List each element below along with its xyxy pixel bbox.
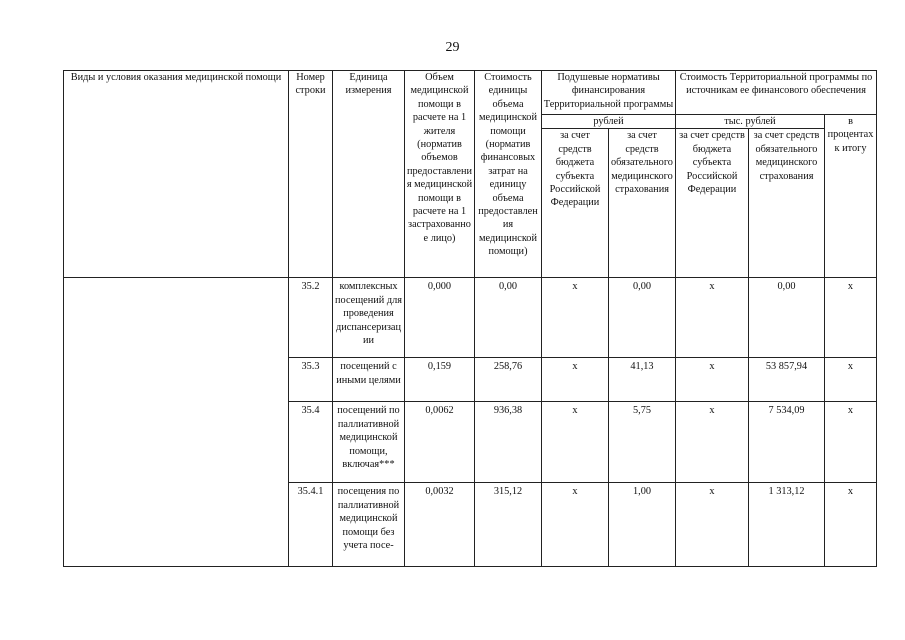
- cell-unit-cost: 0,00: [475, 278, 542, 358]
- cell-percent: х: [825, 483, 877, 567]
- page-number: 29: [445, 40, 460, 55]
- header-unit: Единица измерения: [333, 71, 405, 278]
- cell-percent: х: [825, 278, 877, 358]
- cell-percent: х: [825, 402, 877, 483]
- cell-cost-oms: 1 313,12: [749, 483, 825, 567]
- cell-unit-cost: 936,38: [475, 402, 542, 483]
- cell-norm-budget: х: [542, 278, 609, 358]
- cell-norm-budget: х: [542, 483, 609, 567]
- cell-row-number: 35.4.1: [289, 483, 333, 567]
- cell-unit: посещения по паллиативной медицинской помощи без учета посе-: [333, 483, 405, 567]
- cell-cost-oms: 0,00: [749, 278, 825, 358]
- table-row: [64, 278, 877, 358]
- cell-norm-oms: 5,75: [609, 402, 676, 483]
- cell-volume: 0,000: [405, 278, 475, 358]
- cell-norm-budget: х: [542, 402, 609, 483]
- header-kinds: Виды и условия оказания медицинской помощи: [64, 71, 289, 278]
- header-per-capita-norms: Подушевые нормативы финансирования Территориальной программы: [542, 71, 676, 115]
- cell-cost-oms: 7 534,09: [749, 402, 825, 483]
- header-unit-thousand-rubles: тыс. рублей: [676, 115, 825, 129]
- cell-row-number: 35.3: [289, 358, 333, 402]
- cell-unit: посещений по паллиативной медицинской помощи, включая***: [333, 402, 405, 483]
- header-cost-budget: за счет средств бюджета субъекта Российской Федерации: [676, 129, 749, 278]
- header-percent-of-total: в процентах к итогу: [825, 115, 877, 278]
- cell-row-number: 35.2: [289, 278, 333, 358]
- cell-cost-oms: 53 857,94: [749, 358, 825, 402]
- cell-norm-oms: 41,13: [609, 358, 676, 402]
- cell-unit: комплексных посещений для проведения диспансеризации: [333, 278, 405, 358]
- cell-unit: посещений с иными целями: [333, 358, 405, 402]
- header-program-cost: Стоимость Территориальной программы по источникам ее финансового обеспечения: [676, 71, 877, 115]
- cell-cost-budget: х: [676, 278, 749, 358]
- header-unit-rubles: рублей: [542, 115, 676, 129]
- header-norm-oms: за счет средств обязательного медицинского страхования: [609, 129, 676, 278]
- cell-norm-budget: х: [542, 358, 609, 402]
- cell-cost-budget: х: [676, 402, 749, 483]
- header-cost-oms: за счет средств обязательного медицинского страхования: [749, 129, 825, 278]
- cell-kind: [64, 278, 289, 567]
- cell-percent: х: [825, 358, 877, 402]
- cell-unit-cost: 315,12: [475, 483, 542, 567]
- cell-cost-budget: х: [676, 483, 749, 567]
- header-norm-budget: за счет средств бюджета субъекта Российской Федерации: [542, 129, 609, 278]
- cell-volume: 0,0062: [405, 402, 475, 483]
- cell-norm-oms: 1,00: [609, 483, 676, 567]
- cell-row-number: 35.4: [289, 402, 333, 483]
- cell-unit-cost: 258,76: [475, 358, 542, 402]
- cell-cost-budget: х: [676, 358, 749, 402]
- header-row-number: Номер строки: [289, 71, 333, 278]
- cell-volume: 0,0032: [405, 483, 475, 567]
- cell-volume: 0,159: [405, 358, 475, 402]
- header-volume: Объем медицинской помощи в расчете на 1 жителя (норматив объемов предоставления медицинской помощи в расчете на 1 застрахованное лицо): [405, 71, 475, 278]
- header-unit-cost: Стоимость единицы объема медицинской помощи (норматив финансовых затрат на единицу объема предоставления медицинской помощи): [475, 71, 542, 278]
- financing-table: [63, 70, 877, 567]
- cell-norm-oms: 0,00: [609, 278, 676, 358]
